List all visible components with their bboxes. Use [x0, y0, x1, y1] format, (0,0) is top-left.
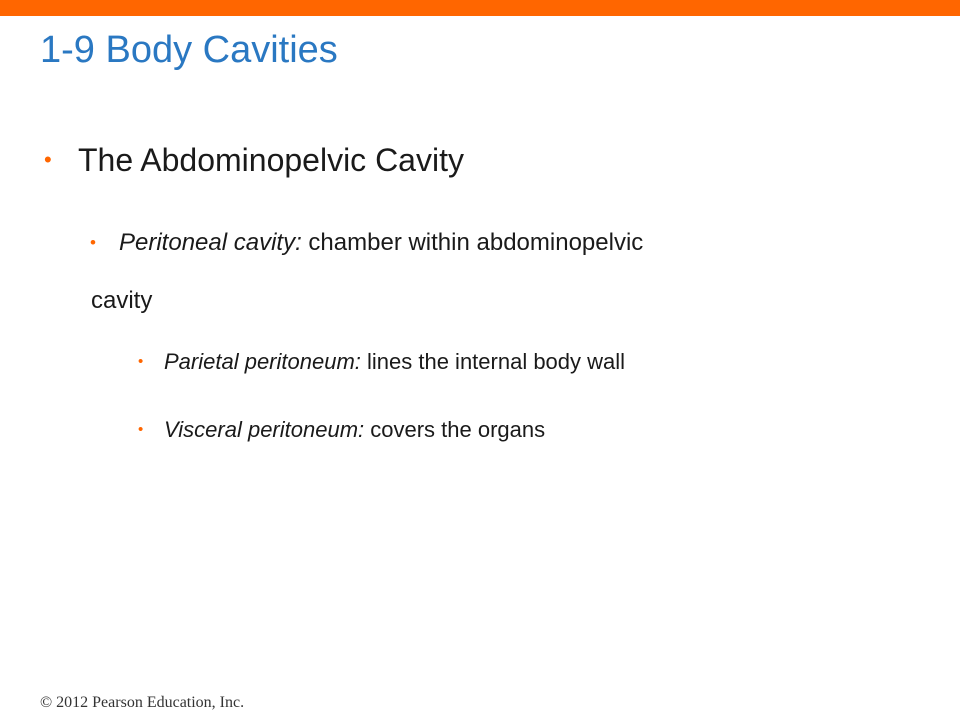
bullet-dot-icon: • — [90, 233, 96, 252]
term-parietal-peritoneum: Parietal peritoneum: — [164, 349, 361, 374]
bullet-dot-icon: • — [44, 147, 52, 172]
bullet-dot-icon: • — [138, 353, 144, 370]
bullet-level1-abdominopelvic-cavity — [44, 140, 464, 180]
definition-continuation: cavity — [91, 287, 153, 314]
definition-text: lines the internal body wall — [360, 349, 626, 374]
bullet-text: The Abdominopelvic Cavity — [78, 142, 464, 178]
bullet-level3-parietal-peritoneum — [138, 346, 625, 378]
bullet-text — [138, 346, 625, 378]
top-accent-bar — [0, 0, 960, 16]
slide-title: 1-9 Body Cavities — [40, 29, 338, 71]
bullet-text — [138, 414, 545, 446]
term-visceral-peritoneum: Visceral peritoneum: — [164, 417, 365, 442]
bullet-dot-icon: • — [138, 421, 144, 438]
definition-text: chamber within abdominopelvic — [301, 229, 644, 256]
bullet-text — [90, 214, 850, 330]
definition-text: covers the organs — [364, 417, 546, 442]
bullet-level2-peritoneal-cavity — [90, 214, 850, 330]
bullet-level3-visceral-peritoneum — [138, 414, 545, 446]
term-peritoneal-cavity: Peritoneal cavity: — [119, 229, 302, 256]
copyright-footer: © 2012 Pearson Education, Inc. — [40, 694, 245, 711]
